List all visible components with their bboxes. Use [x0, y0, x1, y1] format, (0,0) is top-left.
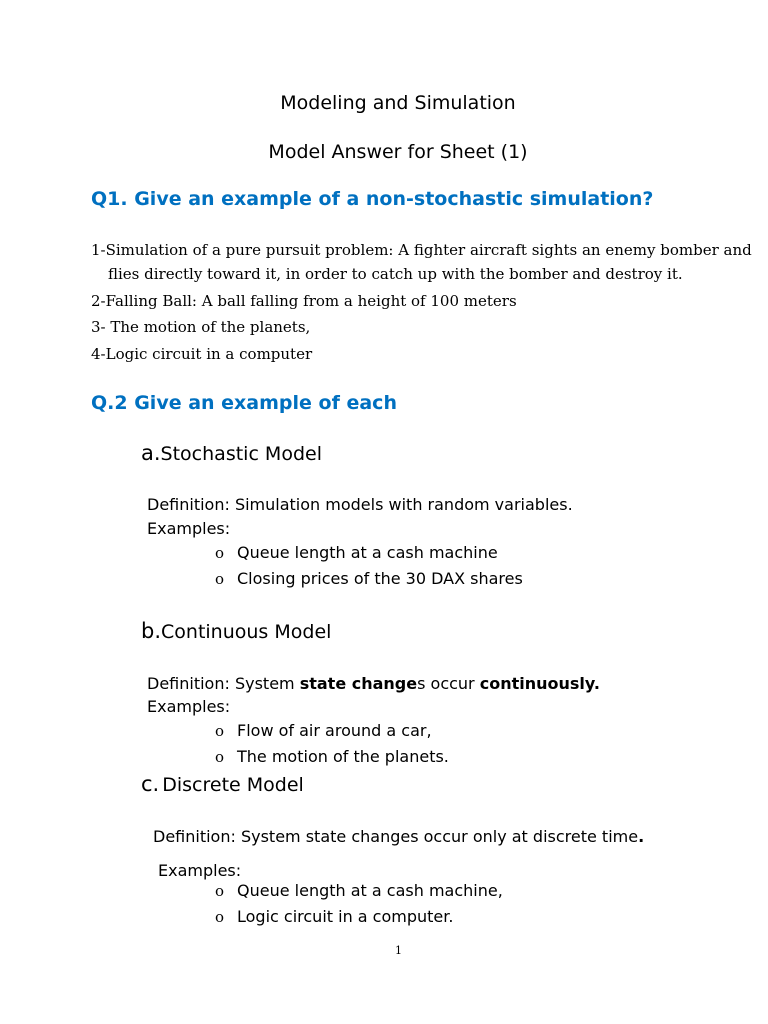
section-c-letter: c. [141, 772, 160, 796]
section-b-heading [141, 619, 331, 643]
bullet-icon: o [215, 882, 225, 900]
q1-heading: Q1. Give an example of a non-stochastic simulation? [91, 188, 654, 210]
list-item-text: Closing prices of the 30 DAX shares [237, 569, 523, 588]
section-a-title: Stochastic Model [160, 443, 322, 465]
section-c-title: Discrete Model [162, 774, 304, 796]
list-item-text: Logic circuit in a computer. [237, 907, 454, 926]
definition-emphasis: state change [299, 674, 418, 693]
section-a-heading [141, 441, 322, 465]
document-subtitle: Model Answer for Sheet (1) [268, 141, 528, 163]
q1-answer-2: 2-Falling Ball: A ball falling from a height of 100 meters [91, 292, 517, 310]
list-item-text: Queue length at a cash machine, [237, 881, 503, 900]
list-item [215, 907, 453, 926]
section-a-letter: a. [141, 441, 161, 465]
definition-text: Definition: System state changes occur only at discrete time [153, 827, 639, 846]
list-item [215, 881, 503, 900]
list-item-text: The motion of the planets. [237, 747, 449, 766]
section-a-examples-label: Examples: [147, 519, 231, 538]
list-item [215, 569, 523, 588]
section-b-examples-label: Examples: [147, 697, 231, 716]
list-item [215, 543, 498, 562]
list-item [215, 747, 449, 766]
bullet-icon: o [215, 908, 225, 926]
list-item-text: Flow of air around a car, [237, 721, 432, 740]
section-b-title: Continuous Model [161, 621, 332, 643]
q1-answer-3: 3- The motion of the planets, [91, 318, 311, 336]
definition-emphasis: continuously. [479, 674, 600, 693]
section-c-examples-label: Examples: [158, 861, 242, 880]
page-number: 1 [395, 944, 402, 957]
section-b-letter: b. [141, 619, 162, 643]
definition-emphasis: . [638, 827, 645, 846]
q1-answer-1: 1-Simulation of a pure pursuit problem: A fighter aircraft sights an enemy bomber and [91, 241, 752, 259]
list-item-text: Queue length at a cash machine [237, 543, 498, 562]
bullet-icon: o [215, 748, 225, 766]
bullet-icon: o [215, 570, 225, 588]
section-c-definition [153, 827, 644, 846]
section-b-definition [147, 674, 600, 693]
definition-text: Definition: System [147, 674, 300, 693]
q2-heading: Q.2 Give an example of each [91, 392, 397, 414]
bullet-icon: o [215, 722, 225, 740]
bullet-icon: o [215, 544, 225, 562]
q1-answer-4: 4-Logic circuit in a computer [91, 345, 313, 363]
q1-answer-1-continued: flies directly toward it, in order to catch up with the bomber and destroy it. [108, 265, 683, 283]
definition-text: s occur [417, 674, 480, 693]
section-a-definition: Definition: Simulation models with random variables. [147, 495, 573, 514]
document-title: Modeling and Simulation [280, 92, 516, 114]
section-c-heading [141, 772, 304, 796]
list-item [215, 721, 432, 740]
